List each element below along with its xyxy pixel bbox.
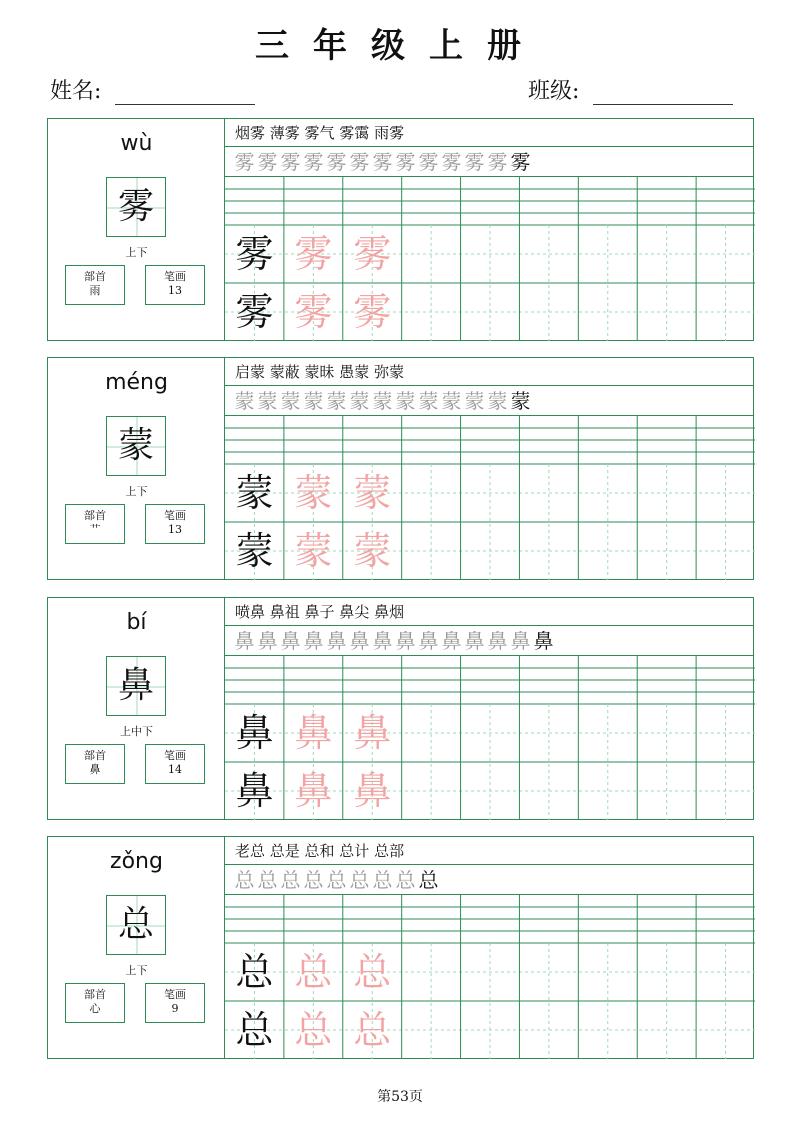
stroke-step: 雾 (487, 150, 508, 174)
trace-character: 雾 (294, 290, 333, 334)
stroke-step: 蒙 (487, 389, 508, 413)
stroke-order-row (225, 626, 753, 656)
stroke-step: 雾 (395, 150, 416, 174)
trace-character: 蒙 (353, 529, 392, 573)
word-list: 老总 总是 总和 总计 总部 (225, 837, 753, 865)
stroke-order-row (225, 386, 753, 416)
model-character: 蒙 (106, 416, 166, 476)
radical-label: 部首 (84, 509, 106, 522)
writing-grid[interactable] (225, 416, 753, 579)
trace-character: 鼻 (353, 711, 392, 755)
stroke-step: 雾 (326, 150, 347, 174)
name-label: 姓名: (50, 79, 102, 104)
stroke-count-value: 9 (171, 1002, 179, 1015)
stroke-step: 总 (257, 868, 278, 892)
stroke-order-row (225, 147, 753, 177)
radical-box (65, 265, 125, 305)
writing-grid[interactable] (225, 895, 753, 1058)
stroke-step: 鼻 (533, 629, 554, 653)
stroke-step: 蒙 (280, 389, 301, 413)
writing-grid[interactable] (225, 656, 753, 819)
stroke-step: 蒙 (349, 389, 370, 413)
stroke-step: 蒙 (510, 389, 531, 413)
radical-value: 雨 (89, 284, 101, 297)
char-info-panel (48, 598, 225, 819)
stroke-count-label: 笔画 (164, 509, 186, 522)
stroke-step: 雾 (372, 150, 393, 174)
trace-character: 蒙 (294, 471, 333, 515)
stroke-step: 鼻 (487, 629, 508, 653)
page-title: 三年级上册 (255, 26, 545, 66)
structure-label: 上下 (125, 485, 148, 498)
stroke-step: 鼻 (303, 629, 324, 653)
stroke-step: 总 (418, 868, 439, 892)
stroke-count-box (145, 504, 205, 544)
stroke-step: 总 (280, 868, 301, 892)
practice-block (47, 836, 754, 1059)
model-copy-character: 雾 (235, 232, 274, 276)
pinyin: wù (120, 131, 153, 156)
radical-label: 部首 (84, 988, 106, 1001)
stroke-step: 蒙 (257, 389, 278, 413)
stroke-step: 蒙 (395, 389, 416, 413)
stroke-count-box (145, 983, 205, 1023)
model-character: 雾 (106, 177, 166, 237)
practice-block (47, 118, 754, 341)
stroke-step: 总 (349, 868, 370, 892)
stroke-step: 总 (372, 868, 393, 892)
radical-label: 部首 (84, 749, 106, 762)
stroke-step: 雾 (418, 150, 439, 174)
trace-character: 鼻 (294, 711, 333, 755)
stroke-step: 鼻 (418, 629, 439, 653)
char-info-panel (48, 837, 225, 1058)
stroke-step: 雾 (510, 150, 531, 174)
trace-character: 总 (353, 1008, 392, 1052)
pinyin: zǒng (110, 849, 163, 874)
trace-character: 雾 (353, 232, 392, 276)
radical-box (65, 983, 125, 1023)
stroke-step: 蒙 (418, 389, 439, 413)
word-list: 启蒙 蒙蔽 蒙昧 愚蒙 弥蒙 (225, 358, 753, 386)
model-copy-character: 蒙 (235, 471, 274, 515)
stroke-step: 总 (326, 868, 347, 892)
pinyin: bí (126, 610, 147, 635)
stroke-step: 鼻 (349, 629, 370, 653)
stroke-step: 鼻 (326, 629, 347, 653)
practice-area (225, 358, 753, 579)
model-copy-character: 鼻 (235, 711, 274, 755)
trace-character: 总 (294, 1008, 333, 1052)
stroke-step: 蒙 (441, 389, 462, 413)
stroke-step: 总 (395, 868, 416, 892)
name-blank[interactable] (115, 78, 255, 105)
model-character: 鼻 (106, 656, 166, 716)
stroke-step: 蒙 (372, 389, 393, 413)
trace-character: 鼻 (294, 769, 333, 813)
word-list: 喷鼻 鼻祖 鼻子 鼻尖 鼻烟 (225, 598, 753, 626)
practice-block (47, 357, 754, 580)
stroke-step: 鼻 (441, 629, 462, 653)
stroke-step: 雾 (257, 150, 278, 174)
word-list: 烟雾 薄雾 雾气 雾霭 雨雾 (225, 119, 753, 147)
writing-grid[interactable] (225, 177, 753, 340)
stroke-step: 蒙 (464, 389, 485, 413)
stroke-step: 总 (234, 868, 255, 892)
structure-label: 上中下 (120, 725, 153, 738)
radical-box (65, 744, 125, 784)
stroke-step: 鼻 (257, 629, 278, 653)
class-blank[interactable] (593, 78, 733, 105)
stroke-step: 蒙 (303, 389, 324, 413)
stroke-count-box (145, 265, 205, 305)
stroke-order-row (225, 865, 753, 895)
radical-box (65, 504, 125, 544)
model-copy-character: 总 (235, 1008, 274, 1052)
practice-area (225, 837, 753, 1058)
model-character: 总 (106, 895, 166, 955)
stroke-step: 总 (303, 868, 324, 892)
page-number: 第53页 (377, 1089, 423, 1105)
stroke-step: 雾 (349, 150, 370, 174)
pinyin: méng (105, 370, 168, 395)
stroke-count-value: 13 (168, 284, 182, 297)
stroke-step: 蒙 (234, 389, 255, 413)
stroke-count-value: 13 (168, 523, 182, 536)
radical-value: 鼻 (89, 763, 101, 776)
radical-label: 部首 (84, 270, 106, 283)
class-field (528, 74, 733, 105)
stroke-step: 鼻 (510, 629, 531, 653)
model-copy-character: 蒙 (235, 529, 274, 573)
stroke-count-box (145, 744, 205, 784)
stroke-step: 鼻 (464, 629, 485, 653)
trace-character: 总 (294, 950, 333, 994)
trace-character: 总 (353, 950, 392, 994)
stroke-step: 雾 (234, 150, 255, 174)
char-info-panel (48, 119, 225, 340)
model-copy-character: 雾 (235, 290, 274, 334)
stroke-step: 雾 (303, 150, 324, 174)
practice-area (225, 119, 753, 340)
radical-value: 艹 (89, 523, 101, 536)
structure-label: 上下 (125, 964, 148, 977)
trace-character: 雾 (353, 290, 392, 334)
stroke-count-label: 笔画 (164, 988, 186, 1001)
stroke-count-label: 笔画 (164, 270, 186, 283)
stroke-count-label: 笔画 (164, 749, 186, 762)
model-copy-character: 总 (235, 950, 274, 994)
stroke-step: 雾 (464, 150, 485, 174)
practice-block (47, 597, 754, 820)
structure-label: 上下 (125, 246, 148, 259)
stroke-step: 雾 (280, 150, 301, 174)
trace-character: 鼻 (353, 769, 392, 813)
class-label: 班级: (528, 79, 580, 104)
stroke-step: 蒙 (326, 389, 347, 413)
stroke-step: 鼻 (395, 629, 416, 653)
char-info-panel (48, 358, 225, 579)
trace-character: 雾 (294, 232, 333, 276)
name-field (50, 74, 255, 105)
stroke-step: 鼻 (372, 629, 393, 653)
stroke-step: 雾 (441, 150, 462, 174)
model-copy-character: 鼻 (235, 769, 274, 813)
radical-value: 心 (89, 1002, 101, 1015)
practice-area (225, 598, 753, 819)
trace-character: 蒙 (353, 471, 392, 515)
stroke-count-value: 14 (168, 763, 182, 776)
trace-character: 蒙 (294, 529, 333, 573)
stroke-step: 鼻 (280, 629, 301, 653)
stroke-step: 鼻 (234, 629, 255, 653)
